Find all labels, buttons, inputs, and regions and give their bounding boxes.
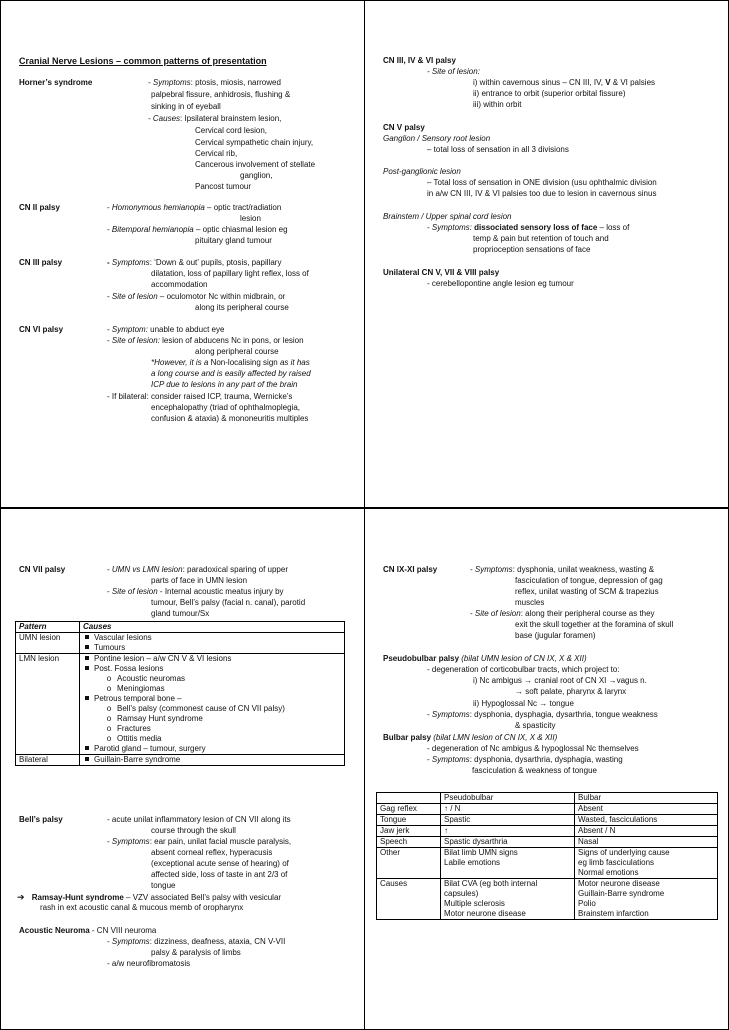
cn5-line: - Symptoms: dissociated sensory loss of face – loss of [427, 223, 630, 232]
cn912-line: reflex, unilat wasting of SCM & trapezius [515, 587, 659, 596]
cn346-line: i) within cavernous sinus – CN III, IV, V & VI palsies [473, 78, 656, 87]
cn2-line: pituitary gland tumour [195, 236, 272, 245]
horner-cause-line: Cervical sympathetic chain injury, [195, 138, 314, 147]
page-title: Cranial Nerve Lesions – common patterns of presentation [19, 56, 267, 66]
arrow-right-icon: ➔ [17, 892, 25, 902]
cn5-brainstem: Brainstem / Upper spinal cord lesion [383, 212, 512, 221]
cn346-label: CN III, IV & VI palsy [383, 56, 456, 65]
bulbar-heading: Bulbar palsy (bilat LMN lesion of CN IX, X & XII) [383, 733, 558, 742]
cn3-label: CN III palsy [19, 258, 63, 267]
bell-label: Bell’s palsy [19, 815, 63, 824]
pseudobulbar-heading: Pseudobulbar palsy (bilat UMN lesion of CN IX, X & XII) [383, 654, 587, 663]
table-row: Bilateral Guillain-Barre syndrome [16, 755, 345, 766]
horner-cause-line: Cervical cord lesion, [195, 126, 268, 135]
cn6-line: encephalopathy (triad of ophthalmoplegia, [151, 403, 300, 412]
bell-line: absent corneal reflex, hyperacusis [151, 848, 273, 857]
cn346-line: iii) within orbit [473, 100, 522, 109]
pseudobulbar-line: - Symptoms: dysphonia, dysphagia, dysarthria, tongue weakness [427, 710, 658, 719]
cn346-line: ii) entrance to orbit (superior orbital fissure) [473, 89, 626, 98]
horner-cause-line: Cervical rib, [195, 149, 238, 158]
cn6-note: ICP due to lesions in any part of the brain [151, 380, 298, 389]
bell-line: course through the skull [151, 826, 236, 835]
bell-line: affected side, loss of taste in ant 2/3 of [151, 870, 288, 879]
cn3-line: along its peripheral course [195, 303, 289, 312]
cn3-line: dilatation, loss of papillary light reflex, loss of [151, 269, 309, 278]
pseudobulbar-line: - degeneration of corticobulbar tracts, which project to: [427, 665, 620, 674]
cn3-line: - Symptoms: ‘Down & out’ pupils, ptosis, papillary [107, 258, 282, 267]
cn578-line: - cerebellopontine angle lesion eg tumour [427, 279, 574, 288]
acoustic-line: palsy & paralysis of limbs [151, 948, 241, 957]
bulbar-line: - Symptoms: dysphonia, dysarthria, dysphagia, wasting [427, 755, 623, 764]
cn912-line: fasciculation of tongue, depression of gag [515, 576, 663, 585]
cn912-line: exit the skull together at the foramina of skull [515, 620, 674, 629]
cn912-line: - Site of lesion: along their peripheral course as they [470, 609, 655, 618]
cn912-label: CN IX-XI palsy [383, 565, 438, 574]
cn5-label: CN V palsy [383, 123, 425, 132]
cn2-label: CN II palsy [19, 203, 60, 212]
table-row: Gag reflex ↑ / N Absent [377, 804, 718, 815]
cn7-causes-table [15, 621, 345, 766]
slide-top-right [365, 0, 729, 507]
cn7-line: - UMN vs LMN lesion: paradoxical sparing of upper [107, 565, 288, 574]
cn912-line: - Symptoms: dysphonia, unilat weakness, wasting & [470, 565, 655, 574]
cn6-line: - Site of lesion: lesion of abducens Nc in pons, or lesion [107, 336, 304, 345]
acoustic-line: - a/w neurofibromatosis [107, 959, 191, 968]
table-header: Pattern [16, 622, 80, 633]
cn5-line: temp & pain but retention of touch and [473, 234, 609, 243]
cn578-label: Unilateral CN V, VII & VIII palsy [383, 268, 500, 277]
cn5-line: proprioception sensations of face [473, 245, 591, 254]
cn5-line: in a/w CN III, IV & VI palsies too due to lesion in cavernous sinus [427, 189, 657, 198]
cn7-line: parts of face in UMN lesion [151, 576, 248, 585]
cn5-line: – total loss of sensation in all 3 divisions [427, 145, 569, 154]
cn3-line: accommodation [151, 280, 208, 289]
acoustic-line: - Symptoms: dizziness, deafness, ataxia, CN V-VII [107, 937, 286, 946]
bell-line: tongue [151, 881, 176, 890]
ramsay-line: ➔ Ramsay-Hunt syndrome – VZV associated Bell’s palsy with vesicular [17, 892, 282, 902]
horner-cause-line: Cancerous involvement of stellate [195, 160, 316, 169]
cn3-line: - Site of lesion – oculomotor Nc within midbrain, or [107, 292, 286, 301]
bell-line: - acute unilat inflammatory lesion of CN VII along its [107, 815, 291, 824]
cn6-line: - If bilateral: consider raised ICP, trauma, Wernicke’s [107, 392, 293, 401]
table-row: Other Bilat limb UMN signs Labile emotions Signs of underlying cause eg limb fasciculations Normal emotions [377, 848, 718, 879]
horner-symptoms-line: sinking in of eyeball [151, 102, 221, 111]
cn7-line: - Site of lesion - Internal acoustic meatus injury by [107, 587, 284, 596]
table-row: UMN lesion Vascular lesions Tumours [16, 633, 345, 654]
cn6-line: - Symptom: unable to abduct eye [107, 325, 225, 334]
table-row: Jaw jerk ↑ Absent / N [377, 826, 718, 837]
table-row: Causes Bilat CVA (eg both internal capsules) Multiple sclerosis Motor neurone disease Motor neurone disease Guillain-Barre syndrome Polio Brainstem infarction [377, 879, 718, 920]
cn346-site: - Site of lesion: [427, 67, 480, 76]
cn6-label: CN VI palsy [19, 325, 64, 334]
pseudobulbar-line: ii) Hypoglossal Nc → tongue [473, 699, 574, 708]
slide-top-left [0, 0, 364, 507]
pseudobulbar-line: i) Nc ambigus → cranial root of CN XI →vagus n. [473, 676, 647, 685]
cn912-line: muscles [515, 598, 545, 607]
bulbar-line: fasciculation & weakness of tongue [472, 766, 597, 775]
pseudobulbar-line: → soft palate, pharynx & larynx [515, 687, 627, 696]
bell-line: (exceptional acute sense of hearing) of [151, 859, 289, 868]
horner-label: Horner’s syndrome [19, 78, 93, 87]
table-row: Pseudobulbar Bulbar [377, 793, 718, 804]
slide-bottom-left [0, 509, 364, 1030]
cn6-note: a long course and is easily affected by raised [151, 369, 311, 378]
horner-symptoms: - Symptoms: ptosis, miosis, narrowed [148, 78, 281, 87]
horner-cause-line: Pancost tumour [195, 182, 252, 191]
cn5-line: – Total loss of sensation in ONE division (usu ophthalmic division [427, 178, 657, 187]
cn6-line: along peripheral course [195, 347, 279, 356]
horner-cause-line: ganglion, [240, 171, 273, 180]
table-header: Causes [80, 622, 345, 633]
slide-bottom-right [365, 509, 729, 1030]
cn6-note: *However, it is a Non-localising sign as it has [151, 358, 310, 367]
cn7-line: gland tumour/Sx [151, 609, 210, 618]
acoustic-line: Acoustic Neuroma - CN VIII neuroma [19, 926, 157, 935]
table-row: LMN lesion Pontine lesion – a/w CN V & VI lesions Post. Fossa lesions o Acoustic neuromas o Meningiomas Petrous temporal bone – o Bell’s palsy (commonest cause of CN VII palsy) o Ramsay Hunt syndrome o Fractures o Ottitis media Parotid gland – tumour, surgery [16, 654, 345, 755]
cn2-line: - Bitemporal hemianopia – optic chiasmal lesion eg [107, 225, 288, 234]
cn6-line: confusion & ataxia) & mononeuritis multiples [151, 414, 309, 423]
horner-causes: - Causes: Ipsilateral brainstem lesion, [148, 114, 282, 123]
cn7-label: CN VII palsy [19, 565, 66, 574]
table-row: Speech Spastic dysarthria Nasal [377, 837, 718, 848]
bell-line: - Symptoms: ear pain, unilat facial muscle paralysis, [107, 837, 292, 846]
bulbar-line: - degeneration of Nc ambigus & hypoglossal Nc themselves [427, 744, 639, 753]
cn2-line: lesion [240, 214, 261, 223]
cn912-line: base (jugular foramen) [515, 631, 596, 640]
cn5-ganglion: Ganglion / Sensory root lesion [383, 134, 491, 143]
ramsay-line: rash in ext acoustic canal & mucous memb of oropharynx [40, 903, 244, 912]
pseudobulbar-line: & spasticity [515, 721, 556, 730]
cn5-postganglionic: Post-ganglionic lesion [383, 167, 461, 176]
table-row: Tongue Spastic Wasted, fasciculations [377, 815, 718, 826]
cn2-line: - Homonymous hemianopia – optic tract/radiation [107, 203, 282, 212]
horner-symptoms-line: palpebral fissure, anhidrosis, flushing & [151, 90, 291, 99]
cn7-line: tumour, Bell’s palsy (facial n. canal), parotid [151, 598, 306, 607]
bulbar-comparison-table [376, 792, 718, 920]
